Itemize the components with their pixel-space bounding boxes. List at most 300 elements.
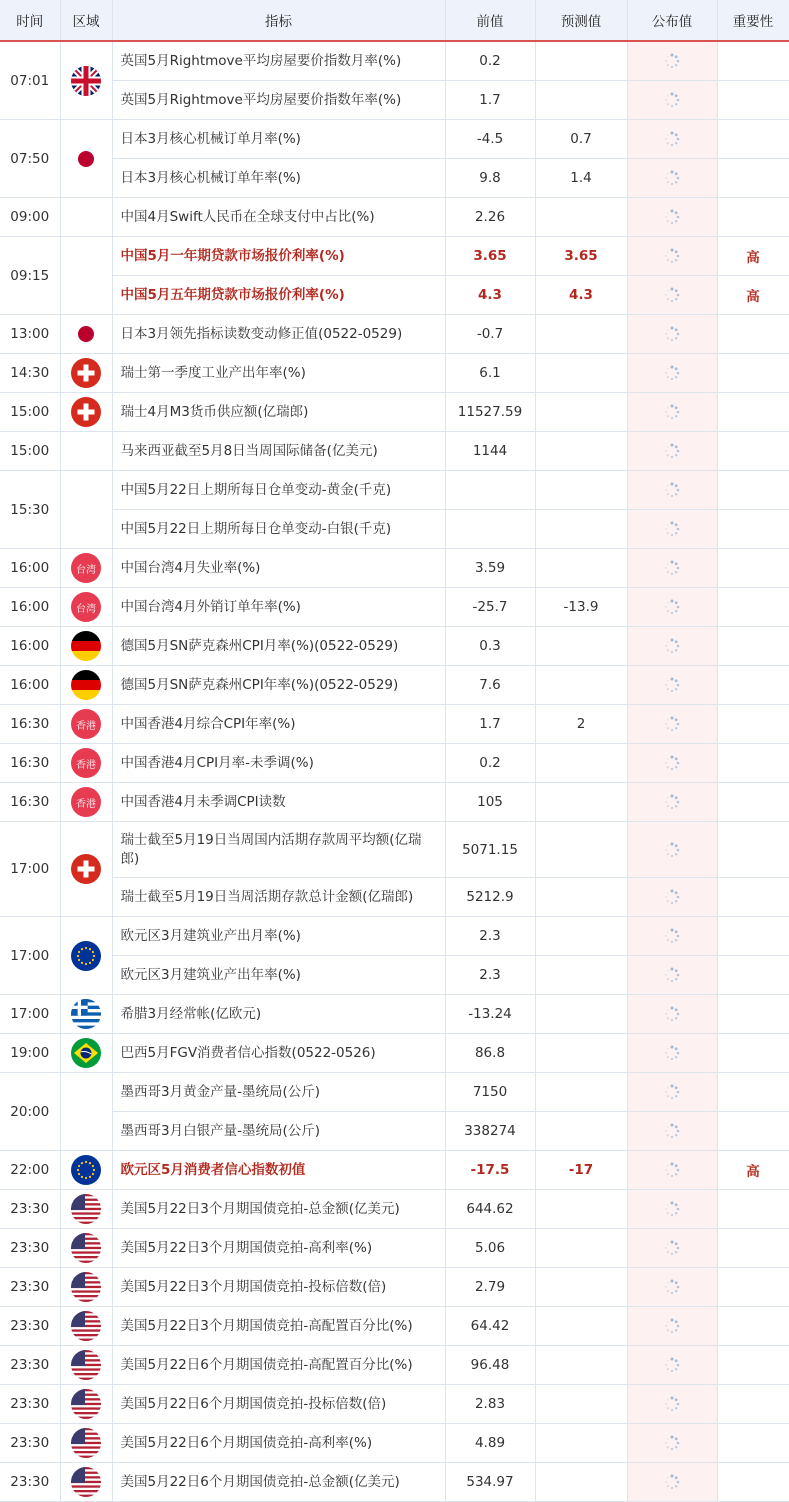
region-flag-cell [60,237,112,315]
importance-level [717,81,789,120]
table-row[interactable] [0,198,789,237]
loading-spinner-icon [664,1084,680,1100]
forecast-value [535,315,627,354]
indicator-name[interactable]: 中国台湾4月失业率(%) [112,549,445,588]
forecast-value: 1.4 [535,159,627,198]
indicator-name[interactable]: 日本3月领先指标读数变动修正值(0522-0529) [112,315,445,354]
loading-spinner-icon [664,716,680,732]
forecast-value [535,549,627,588]
actual-value [627,1034,717,1073]
previous-value: 2.79 [445,1268,535,1307]
forecast-value [535,1463,627,1502]
forecast-value: 4.3 [535,276,627,315]
actual-value [627,81,717,120]
region-flag-cell [60,354,112,393]
table-row[interactable] [0,549,789,588]
event-time: 14:30 [0,354,60,393]
importance-level [717,549,789,588]
indicator-name[interactable]: 日本3月核心机械订单年率(%) [112,159,445,198]
previous-value: 0.2 [445,744,535,783]
importance-level [717,627,789,666]
hongkong-badge-icon: 香港 [71,787,101,817]
loading-spinner-icon [664,1201,680,1217]
previous-value: 0.2 [445,41,535,81]
importance-level [717,471,789,510]
actual-value [627,120,717,159]
actual-value [627,588,717,627]
region-flag-cell [60,1268,112,1307]
importance-level [717,822,789,878]
loading-spinner-icon [664,287,680,303]
actual-value [627,432,717,471]
loading-spinner-icon [664,326,680,342]
table-row[interactable] [0,1385,789,1424]
previous-value: 1.7 [445,705,535,744]
importance-level [717,666,789,705]
table-row[interactable] [0,822,789,878]
indicator-name[interactable]: 英国5月Rightmove平均房屋要价指数月率(%) [112,41,445,81]
table-row[interactable] [0,878,789,917]
region-flag-cell [60,1190,112,1229]
actual-value [627,1229,717,1268]
table-row[interactable] [0,1190,789,1229]
indicator-name[interactable]: 美国5月22日6个月期国债竞拍-高利率(%) [112,1424,445,1463]
importance-level [717,1190,789,1229]
indicator-name[interactable]: 中国香港4月综合CPI年率(%) [112,705,445,744]
forecast-value [535,393,627,432]
loading-spinner-icon [664,967,680,983]
importance-level: 高 [717,237,789,276]
importance-level [717,1385,789,1424]
table-row[interactable] [0,237,789,276]
table-row[interactable] [0,1346,789,1385]
forecast-value [535,1424,627,1463]
loading-spinner-icon [664,248,680,264]
actual-value [627,1424,717,1463]
importance-level: 高 [717,276,789,315]
table-row[interactable] [0,159,789,198]
forecast-value [535,1190,627,1229]
loading-spinner-icon [664,131,680,147]
forecast-value [535,1229,627,1268]
actual-value [627,822,717,878]
table-row[interactable] [0,276,789,315]
header-importance: 重要性 [717,0,789,41]
indicator-name[interactable]: 瑞士4月M3货币供应额(亿瑞郎) [112,393,445,432]
event-time: 09:15 [0,237,60,315]
indicator-name[interactable]: 瑞士第一季度工业产出年率(%) [112,354,445,393]
importance-level [717,995,789,1034]
event-time: 16:00 [0,666,60,705]
table-row[interactable] [0,1424,789,1463]
previous-value: 2.83 [445,1385,535,1424]
indicator-name[interactable]: 墨西哥3月黄金产量-墨统局(公斤) [112,1073,445,1112]
indicator-name[interactable]: 希腊3月经常帐(亿欧元) [112,995,445,1034]
loading-spinner-icon [664,889,680,905]
loading-spinner-icon [664,677,680,693]
indicator-name[interactable]: 欧元区3月建筑业产出月率(%) [112,917,445,956]
actual-value [627,354,717,393]
indicator-name[interactable]: 中国4月Swift人民币在全球支付中占比(%) [112,198,445,237]
region-flag-cell [60,1229,112,1268]
forecast-value [535,1034,627,1073]
loading-spinner-icon [664,794,680,810]
actual-value [627,1190,717,1229]
previous-value: 1.7 [445,81,535,120]
table-row[interactable] [0,315,789,354]
importance-level [717,956,789,995]
table-row[interactable] [0,783,789,822]
table-row[interactable] [0,666,789,705]
table-row[interactable] [0,354,789,393]
forecast-value [535,878,627,917]
forecast-value [535,627,627,666]
table-row[interactable] [0,1034,789,1073]
previous-value: 64.42 [445,1307,535,1346]
importance-level [717,1034,789,1073]
loading-spinner-icon [664,1318,680,1334]
actual-value [627,666,717,705]
importance-level [717,1424,789,1463]
loading-spinner-icon [664,928,680,944]
region-flag-cell [60,471,112,549]
japan-flag-icon [71,144,101,174]
region-flag-cell [60,120,112,198]
event-time: 20:00 [0,1073,60,1151]
usa-flag-icon [71,1389,101,1419]
indicator-name[interactable]: 日本3月核心机械订单月率(%) [112,120,445,159]
loading-spinner-icon [664,1474,680,1490]
previous-value: 2.3 [445,917,535,956]
event-time: 16:30 [0,705,60,744]
actual-value [627,1385,717,1424]
event-time: 23:30 [0,1463,60,1502]
table-row[interactable] [0,1073,789,1112]
importance-level [717,705,789,744]
event-time: 09:00 [0,198,60,237]
actual-value [627,237,717,276]
region-flag-cell [60,1424,112,1463]
forecast-value: -13.9 [535,588,627,627]
previous-value: -17.5 [445,1151,535,1190]
actual-value [627,1073,717,1112]
loading-spinner-icon [664,482,680,498]
hongkong-badge-icon: 香港 [71,709,101,739]
indicator-name[interactable]: 欧元区5月消费者信心指数初值 [112,1151,445,1190]
indicator-name[interactable]: 巴西5月FGV消费者信心指数(0522-0526) [112,1034,445,1073]
forecast-value [535,783,627,822]
table-row[interactable] [0,510,789,549]
region-flag-cell [60,198,112,237]
previous-value: 2.26 [445,198,535,237]
loading-spinner-icon [664,1279,680,1295]
forecast-value [535,510,627,549]
table-row[interactable] [0,393,789,432]
previous-value: 0.3 [445,627,535,666]
actual-value [627,1463,717,1502]
region-flag-cell [60,783,112,822]
table-row[interactable] [0,1463,789,1502]
usa-flag-icon [71,1467,101,1497]
event-time: 23:30 [0,1268,60,1307]
forecast-value [535,1307,627,1346]
indicator-name[interactable]: 美国5月22日6个月期国债竞拍-高配置百分比(%) [112,1346,445,1385]
loading-spinner-icon [664,638,680,654]
previous-value: 11527.59 [445,393,535,432]
table-row[interactable] [0,1151,789,1190]
region-flag-cell [60,393,112,432]
loading-spinner-icon [664,92,680,108]
previous-value: 3.59 [445,549,535,588]
importance-level [717,1073,789,1112]
table-row[interactable] [0,1112,789,1151]
loading-spinner-icon [664,1357,680,1373]
forecast-value [535,744,627,783]
previous-value: 534.97 [445,1463,535,1502]
eu-flag-icon [71,1155,101,1185]
forecast-value [535,822,627,878]
importance-level [717,588,789,627]
table-row[interactable] [0,120,789,159]
header-previous: 前值 [445,0,535,41]
loading-spinner-icon [664,1240,680,1256]
indicator-name[interactable]: 美国5月22日3个月期国债竞拍-总金额(亿美元) [112,1190,445,1229]
importance-level [717,354,789,393]
forecast-value: -17 [535,1151,627,1190]
usa-flag-icon [71,1194,101,1224]
event-time: 16:00 [0,549,60,588]
forecast-value [535,198,627,237]
event-time: 15:00 [0,432,60,471]
forecast-value [535,41,627,81]
region-flag-cell [60,1151,112,1190]
actual-value [627,878,717,917]
forecast-value [535,1112,627,1151]
usa-flag-icon [71,1311,101,1341]
header-actual: 公布值 [627,0,717,41]
actual-value [627,315,717,354]
loading-spinner-icon [664,1435,680,1451]
importance-level [717,432,789,471]
loading-spinner-icon [664,170,680,186]
table-row[interactable] [0,588,789,627]
table-row[interactable] [0,1268,789,1307]
loading-spinner-icon [664,842,680,858]
event-time: 07:01 [0,41,60,120]
eu-flag-icon [71,941,101,971]
indicator-name[interactable]: 中国5月五年期贷款市场报价利率(%) [112,276,445,315]
region-flag-cell [60,627,112,666]
indicator-name[interactable]: 中国5月一年期贷款市场报价利率(%) [112,237,445,276]
germany-flag-icon [71,670,101,700]
event-time: 19:00 [0,1034,60,1073]
loading-spinner-icon [664,1006,680,1022]
indicator-name[interactable]: 瑞士截至5月19日当周活期存款总计金额(亿瑞郎) [112,878,445,917]
previous-value: 5071.15 [445,822,535,878]
region-flag-cell [60,1034,112,1073]
region-flag-cell [60,1385,112,1424]
previous-value: -0.7 [445,315,535,354]
importance-level [717,1346,789,1385]
table-row[interactable] [0,432,789,471]
table-row[interactable] [0,744,789,783]
forecast-value [535,432,627,471]
actual-value [627,276,717,315]
indicator-name[interactable]: 英国5月Rightmove平均房屋要价指数年率(%) [112,81,445,120]
forecast-value: 3.65 [535,237,627,276]
event-time: 16:00 [0,627,60,666]
importance-level [717,744,789,783]
previous-value: 1144 [445,432,535,471]
previous-value: 338274 [445,1112,535,1151]
table-row[interactable] [0,471,789,510]
region-flag-cell [60,705,112,744]
indicator-name[interactable]: 美国5月22日3个月期国债竞拍-投标倍数(倍) [112,1268,445,1307]
region-flag-cell [60,1073,112,1151]
event-time: 22:00 [0,1151,60,1190]
event-time: 15:00 [0,393,60,432]
header-region: 区域 [60,0,112,41]
actual-value [627,705,717,744]
region-flag-cell [60,432,112,471]
loading-spinner-icon [664,365,680,381]
forecast-value [535,1346,627,1385]
forecast-value: 2 [535,705,627,744]
table-row[interactable] [0,705,789,744]
previous-value: 2.3 [445,956,535,995]
indicator-name[interactable]: 中国5月22日上期所每日仓单变动-白银(千克) [112,510,445,549]
region-flag-cell [60,995,112,1034]
uk-flag-icon [71,66,101,96]
table-row[interactable] [0,917,789,956]
indicator-name[interactable]: 中国香港4月未季调CPI读数 [112,783,445,822]
actual-value [627,744,717,783]
region-flag-cell [60,1307,112,1346]
event-time: 17:00 [0,917,60,995]
previous-value: 644.62 [445,1190,535,1229]
switzerland-flag-icon [71,358,101,388]
importance-level [717,1268,789,1307]
forecast-value [535,1268,627,1307]
loading-spinner-icon [664,521,680,537]
actual-value [627,1307,717,1346]
event-time: 16:00 [0,588,60,627]
actual-value [627,956,717,995]
table-row[interactable] [0,41,789,81]
previous-value: 7150 [445,1073,535,1112]
event-time: 07:50 [0,120,60,198]
indicator-name[interactable]: 中国香港4月CPI月率-未季调(%) [112,744,445,783]
importance-level [717,1307,789,1346]
event-time: 23:30 [0,1385,60,1424]
event-time: 23:30 [0,1424,60,1463]
table-row[interactable] [0,956,789,995]
region-flag-cell [60,41,112,120]
actual-value [627,995,717,1034]
importance-level [717,159,789,198]
forecast-value [535,471,627,510]
importance-level [717,1229,789,1268]
previous-value: 9.8 [445,159,535,198]
region-flag-cell [60,822,112,917]
table-row[interactable] [0,1307,789,1346]
region-flag-cell [60,549,112,588]
indicator-name[interactable]: 墨西哥3月白银产量-墨统局(公斤) [112,1112,445,1151]
event-time: 23:30 [0,1229,60,1268]
event-time: 16:30 [0,744,60,783]
previous-value: 86.8 [445,1034,535,1073]
japan-flag-icon [71,319,101,349]
forecast-value [535,917,627,956]
previous-value: 5212.9 [445,878,535,917]
actual-value [627,393,717,432]
importance-level [717,315,789,354]
switzerland-flag-icon [71,397,101,427]
event-time: 23:30 [0,1307,60,1346]
table-header-row [0,0,789,41]
loading-spinner-icon [664,599,680,615]
brazil-flag-icon [71,1038,101,1068]
event-time: 23:30 [0,1346,60,1385]
indicator-name[interactable]: 美国5月22日6个月期国债竞拍-总金额(亿美元) [112,1463,445,1502]
germany-flag-icon [71,631,101,661]
table-row[interactable] [0,995,789,1034]
loading-spinner-icon [664,1123,680,1139]
indicator-name[interactable]: 中国台湾4月外销订单年率(%) [112,588,445,627]
event-time: 16:30 [0,783,60,822]
importance-level [717,41,789,81]
importance-level [717,878,789,917]
importance-level [717,510,789,549]
usa-flag-icon [71,1272,101,1302]
indicator-name[interactable]: 德国5月SN萨克森州CPI月率(%)(0522-0529) [112,627,445,666]
indicator-name[interactable]: 马来西亚截至5月8日当周国际储备(亿美元) [112,432,445,471]
header-forecast: 预测值 [535,0,627,41]
event-time: 13:00 [0,315,60,354]
forecast-value [535,956,627,995]
indicator-name[interactable]: 德国5月SN萨克森州CPI年率(%)(0522-0529) [112,666,445,705]
actual-value [627,627,717,666]
usa-flag-icon [71,1428,101,1458]
taiwan-badge-icon: 台湾 [71,592,101,622]
previous-value: -25.7 [445,588,535,627]
indicator-name[interactable]: 美国5月22日3个月期国债竞拍-高配置百分比(%) [112,1307,445,1346]
usa-flag-icon [71,1233,101,1263]
actual-value [627,471,717,510]
loading-spinner-icon [664,560,680,576]
forecast-value [535,995,627,1034]
actual-value [627,510,717,549]
indicator-name[interactable]: 美国5月22日6个月期国债竞拍-投标倍数(倍) [112,1385,445,1424]
table-row[interactable] [0,627,789,666]
table-row[interactable] [0,81,789,120]
importance-level [717,1112,789,1151]
indicator-name[interactable]: 美国5月22日3个月期国债竞拍-高利率(%) [112,1229,445,1268]
indicator-name[interactable]: 欧元区3月建筑业产出年率(%) [112,956,445,995]
header-indicator: 指标 [112,0,445,41]
importance-level [717,1463,789,1502]
loading-spinner-icon [664,1045,680,1061]
importance-level [717,917,789,956]
indicator-name[interactable]: 瑞士截至5月19日当周国内活期存款周平均额(亿瑞郎) [112,822,445,878]
importance-level [717,198,789,237]
indicator-name[interactable]: 中国5月22日上期所每日仓单变动-黄金(千克) [112,471,445,510]
previous-value: 4.3 [445,276,535,315]
previous-value: 6.1 [445,354,535,393]
previous-value: 7.6 [445,666,535,705]
event-time: 17:00 [0,822,60,917]
table-row[interactable] [0,1229,789,1268]
